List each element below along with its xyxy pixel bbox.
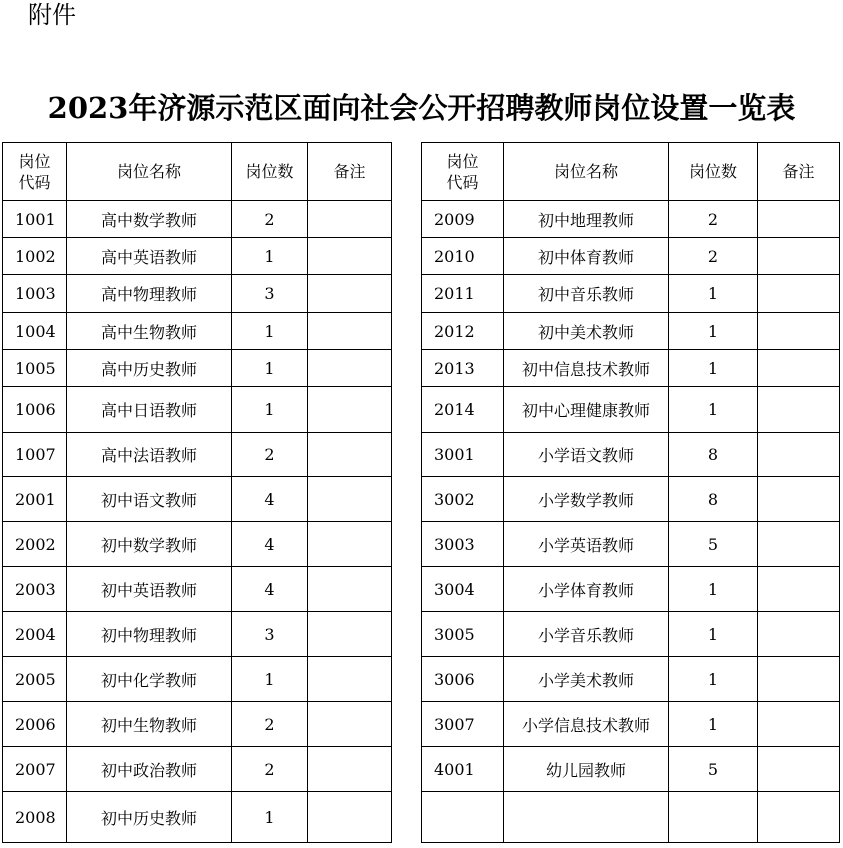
position-count-cell: 1 xyxy=(669,350,758,387)
table-row xyxy=(422,477,840,522)
table-row xyxy=(422,387,840,433)
position-code-cell: 2001 xyxy=(3,477,67,522)
table-row xyxy=(422,657,840,702)
position-name-cell: 高中生物教师 xyxy=(67,313,232,350)
note-cell xyxy=(758,350,840,387)
position-code-cell: 3005 xyxy=(422,612,504,657)
position-name-cell: 高中物理教师 xyxy=(67,275,232,313)
position-name-cell: 小学音乐教师 xyxy=(504,612,669,657)
position-code-cell: 2008 xyxy=(3,792,67,843)
table-row xyxy=(3,702,392,747)
table-row xyxy=(422,567,840,612)
header-code-line2: 代码 xyxy=(446,172,479,192)
position-count-cell: 5 xyxy=(669,522,758,567)
position-name-cell: 初中心理健康教师 xyxy=(504,387,669,433)
position-code-cell: 2009 xyxy=(422,201,504,238)
note-cell xyxy=(758,387,840,433)
note-cell xyxy=(758,238,840,275)
positions-table-right xyxy=(421,142,840,843)
position-code-cell: 1001 xyxy=(3,201,67,238)
position-name-cell: 初中化学教师 xyxy=(67,657,232,702)
position-name-cell: 初中语文教师 xyxy=(67,477,232,522)
position-count-cell xyxy=(669,792,758,843)
table-row xyxy=(422,522,840,567)
position-code-cell: 1002 xyxy=(3,238,67,275)
position-count-cell: 1 xyxy=(669,612,758,657)
position-count-cell: 1 xyxy=(232,792,308,843)
position-code-cell: 3007 xyxy=(422,702,504,747)
header-note: 备注 xyxy=(308,143,392,201)
position-count-cell: 8 xyxy=(669,433,758,477)
note-cell xyxy=(308,612,392,657)
position-code-cell: 3001 xyxy=(422,433,504,477)
header-position-count: 岗位数 xyxy=(232,143,308,201)
table-row xyxy=(422,313,840,350)
position-name-cell xyxy=(504,792,669,843)
position-name-cell: 初中美术教师 xyxy=(504,313,669,350)
header-code-line1: 岗位 xyxy=(446,151,479,171)
position-count-cell: 2 xyxy=(669,201,758,238)
note-cell xyxy=(308,387,392,433)
position-name-cell: 初中体育教师 xyxy=(504,238,669,275)
note-cell xyxy=(758,792,840,843)
position-count-cell: 1 xyxy=(232,387,308,433)
position-count-cell: 4 xyxy=(232,522,308,567)
position-name-cell: 小学信息技术教师 xyxy=(504,702,669,747)
position-count-cell: 3 xyxy=(232,612,308,657)
position-code-cell: 4001 xyxy=(422,747,504,792)
position-code-cell: 2006 xyxy=(3,702,67,747)
positions-table-left xyxy=(2,142,392,843)
table-row xyxy=(422,201,840,238)
position-code-cell: 2007 xyxy=(3,747,67,792)
position-code-cell: 3003 xyxy=(422,522,504,567)
position-code-cell: 1003 xyxy=(3,275,67,313)
position-code-cell: 1005 xyxy=(3,350,67,387)
table-row xyxy=(422,275,840,313)
position-code-cell: 2011 xyxy=(422,275,504,313)
position-count-cell: 5 xyxy=(669,747,758,792)
position-count-cell: 2 xyxy=(232,702,308,747)
note-cell xyxy=(758,702,840,747)
position-code-cell: 3004 xyxy=(422,567,504,612)
table-row xyxy=(422,747,840,792)
position-name-cell: 初中英语教师 xyxy=(67,567,232,612)
header-position-name: 岗位名称 xyxy=(67,143,232,201)
position-name-cell: 高中历史教师 xyxy=(67,350,232,387)
header-code-line2: 代码 xyxy=(18,172,51,192)
table-row xyxy=(3,201,392,238)
position-code-cell: 2012 xyxy=(422,313,504,350)
table-row xyxy=(422,350,840,387)
table-row xyxy=(3,567,392,612)
header-position-code xyxy=(422,143,504,201)
header-position-count: 岗位数 xyxy=(669,143,758,201)
position-code-cell: 1006 xyxy=(3,387,67,433)
position-count-cell: 8 xyxy=(669,477,758,522)
position-code-cell: 1004 xyxy=(3,313,67,350)
note-cell xyxy=(758,313,840,350)
position-name-cell: 高中法语教师 xyxy=(67,433,232,477)
table-row xyxy=(422,702,840,747)
note-cell xyxy=(758,657,840,702)
position-code-cell: 2005 xyxy=(3,657,67,702)
table-row xyxy=(3,522,392,567)
position-code-cell: 3002 xyxy=(422,477,504,522)
note-cell xyxy=(308,792,392,843)
table-row xyxy=(3,477,392,522)
position-name-cell: 小学体育教师 xyxy=(504,567,669,612)
position-name-cell: 高中英语教师 xyxy=(67,238,232,275)
position-code-cell: 1007 xyxy=(3,433,67,477)
table-row xyxy=(3,657,392,702)
table-header-row xyxy=(422,143,840,201)
position-code-cell: 2014 xyxy=(422,387,504,433)
note-cell xyxy=(758,567,840,612)
position-name-cell: 初中地理教师 xyxy=(504,201,669,238)
position-count-cell: 1 xyxy=(669,313,758,350)
position-name-cell: 初中音乐教师 xyxy=(504,275,669,313)
table-row xyxy=(3,275,392,313)
position-name-cell: 初中信息技术教师 xyxy=(504,350,669,387)
table-header-row xyxy=(3,143,392,201)
position-name-cell: 初中生物教师 xyxy=(67,702,232,747)
table-row xyxy=(3,612,392,657)
position-count-cell: 1 xyxy=(232,350,308,387)
position-count-cell: 1 xyxy=(669,275,758,313)
page-title: 2023年济源示范区面向社会公开招聘教师岗位设置一览表 xyxy=(47,91,796,125)
note-cell xyxy=(308,702,392,747)
table-row xyxy=(422,433,840,477)
position-count-cell: 2 xyxy=(232,747,308,792)
position-count-cell: 1 xyxy=(232,657,308,702)
note-cell xyxy=(308,313,392,350)
position-name-cell: 高中数学教师 xyxy=(67,201,232,238)
note-cell xyxy=(308,657,392,702)
table-row xyxy=(422,612,840,657)
position-count-cell: 2 xyxy=(669,238,758,275)
position-code-cell: 2010 xyxy=(422,238,504,275)
position-name-cell: 小学数学教师 xyxy=(504,477,669,522)
position-name-cell: 小学语文教师 xyxy=(504,433,669,477)
attachment-label: 附件 xyxy=(28,1,76,29)
position-count-cell: 1 xyxy=(669,702,758,747)
position-name-cell: 小学美术教师 xyxy=(504,657,669,702)
position-count-cell: 4 xyxy=(232,477,308,522)
position-code-cell: 2004 xyxy=(3,612,67,657)
note-cell xyxy=(308,477,392,522)
position-name-cell: 小学英语教师 xyxy=(504,522,669,567)
position-name-cell: 初中政治教师 xyxy=(67,747,232,792)
position-code-cell: 2013 xyxy=(422,350,504,387)
table-row xyxy=(3,313,392,350)
table-row xyxy=(3,747,392,792)
position-code-cell xyxy=(422,792,504,843)
position-count-cell: 3 xyxy=(232,275,308,313)
note-cell xyxy=(758,477,840,522)
table-row xyxy=(3,433,392,477)
position-count-cell: 1 xyxy=(669,387,758,433)
note-cell xyxy=(308,275,392,313)
table-row xyxy=(3,238,392,275)
note-cell xyxy=(308,350,392,387)
header-position-name: 岗位名称 xyxy=(504,143,669,201)
note-cell xyxy=(758,433,840,477)
position-count-cell: 4 xyxy=(232,567,308,612)
note-cell xyxy=(308,522,392,567)
header-position-code xyxy=(3,143,67,201)
note-cell xyxy=(308,201,392,238)
note-cell xyxy=(308,433,392,477)
header-note: 备注 xyxy=(758,143,840,201)
note-cell xyxy=(308,238,392,275)
header-code-line1: 岗位 xyxy=(18,151,51,171)
table-row xyxy=(422,238,840,275)
table-row xyxy=(3,387,392,433)
position-count-cell: 1 xyxy=(669,657,758,702)
note-cell xyxy=(758,747,840,792)
position-name-cell: 高中日语教师 xyxy=(67,387,232,433)
note-cell xyxy=(308,567,392,612)
position-code-cell: 3006 xyxy=(422,657,504,702)
position-count-cell: 1 xyxy=(232,238,308,275)
note-cell xyxy=(758,201,840,238)
table-row xyxy=(3,350,392,387)
position-name-cell: 初中数学教师 xyxy=(67,522,232,567)
note-cell xyxy=(758,612,840,657)
position-count-cell: 1 xyxy=(232,313,308,350)
position-count-cell: 1 xyxy=(669,567,758,612)
note-cell xyxy=(758,522,840,567)
table-row xyxy=(422,792,840,843)
note-cell xyxy=(308,747,392,792)
position-code-cell: 2002 xyxy=(3,522,67,567)
position-name-cell: 初中历史教师 xyxy=(67,792,232,843)
note-cell xyxy=(758,275,840,313)
position-code-cell: 2003 xyxy=(3,567,67,612)
position-name-cell: 幼儿园教师 xyxy=(504,747,669,792)
position-count-cell: 2 xyxy=(232,433,308,477)
table-row xyxy=(3,792,392,843)
position-count-cell: 2 xyxy=(232,201,308,238)
position-name-cell: 初中物理教师 xyxy=(67,612,232,657)
